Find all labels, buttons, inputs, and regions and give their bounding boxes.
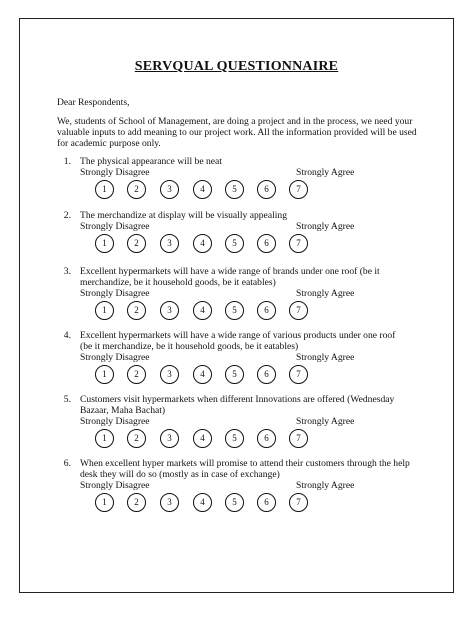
question-5	[57, 394, 437, 453]
rating-option-4[interactable]: 4	[193, 365, 212, 384]
question-text-row	[57, 210, 437, 221]
question-text-row	[57, 458, 437, 480]
question-text: The merchandize at display will be visually appealing	[80, 210, 287, 221]
question-text: Excellent hypermarkets will have a wide range of brands under one roof (be it merchandize, be it household goods, be it eatables)	[80, 266, 380, 288]
scale-anchors	[80, 221, 437, 232]
rating-scale	[57, 365, 437, 389]
rating-option-7[interactable]: 7	[289, 301, 308, 320]
rating-option-3[interactable]: 3	[160, 301, 179, 320]
rating-option-7[interactable]: 7	[289, 493, 308, 512]
rating-option-4[interactable]: 4	[193, 301, 212, 320]
scale-anchors	[80, 288, 437, 299]
rating-option-3[interactable]: 3	[160, 365, 179, 384]
strongly-agree-label: Strongly Agree	[296, 416, 355, 427]
rating-option-6[interactable]: 6	[257, 301, 276, 320]
rating-option-5[interactable]: 5	[225, 493, 244, 512]
rating-option-6[interactable]: 6	[257, 180, 276, 199]
rating-option-3[interactable]: 3	[160, 180, 179, 199]
rating-option-7[interactable]: 7	[289, 234, 308, 253]
question-6	[57, 458, 437, 517]
rating-option-7[interactable]: 7	[289, 180, 308, 199]
question-number: 2.	[63, 210, 71, 221]
rating-option-3[interactable]: 3	[160, 234, 179, 253]
rating-option-2[interactable]: 2	[127, 301, 146, 320]
question-text: Customers visit hypermarkets when different Innovations are offered (Wednesday Bazaar, Maha Bachat)	[80, 394, 395, 416]
strongly-agree-label: Strongly Agree	[296, 480, 355, 491]
rating-option-1[interactable]: 1	[95, 234, 114, 253]
rating-option-4[interactable]: 4	[193, 234, 212, 253]
rating-option-2[interactable]: 2	[127, 365, 146, 384]
question-text: The physical appearance will be neat	[80, 156, 222, 167]
rating-option-5[interactable]: 5	[225, 180, 244, 199]
rating-option-1[interactable]: 1	[95, 493, 114, 512]
strongly-disagree-label: Strongly Disagree	[80, 416, 150, 427]
question-1	[57, 156, 437, 204]
rating-option-7[interactable]: 7	[289, 429, 308, 448]
strongly-agree-label: Strongly Agree	[296, 352, 355, 363]
rating-option-6[interactable]: 6	[257, 365, 276, 384]
question-number: 6.	[63, 458, 71, 469]
rating-option-5[interactable]: 5	[225, 429, 244, 448]
questionnaire-page	[19, 18, 454, 593]
rating-option-6[interactable]: 6	[257, 429, 276, 448]
rating-scale	[57, 429, 437, 453]
rating-scale	[57, 301, 437, 325]
rating-option-4[interactable]: 4	[193, 429, 212, 448]
rating-option-5[interactable]: 5	[225, 365, 244, 384]
rating-option-1[interactable]: 1	[95, 301, 114, 320]
question-number: 5.	[63, 394, 71, 405]
rating-option-2[interactable]: 2	[127, 493, 146, 512]
scale-anchors	[80, 480, 437, 491]
rating-option-1[interactable]: 1	[95, 180, 114, 199]
strongly-disagree-label: Strongly Disagree	[80, 221, 150, 232]
question-2	[57, 210, 437, 258]
rating-option-3[interactable]: 3	[160, 429, 179, 448]
scale-anchors	[80, 167, 437, 178]
page-title: SERVQUAL QUESTIONNAIRE	[134, 59, 339, 74]
question-text: Excellent hypermarkets will have a wide range of various products under one roof (be it merchandize, be it household goods, be it eatables)	[80, 330, 396, 352]
question-text-row	[57, 394, 437, 416]
question-4	[57, 330, 437, 389]
question-number: 3.	[63, 266, 71, 277]
rating-option-5[interactable]: 5	[225, 234, 244, 253]
rating-option-1[interactable]: 1	[95, 365, 114, 384]
rating-option-2[interactable]: 2	[127, 234, 146, 253]
question-3	[57, 266, 437, 325]
rating-option-2[interactable]: 2	[127, 429, 146, 448]
rating-option-4[interactable]: 4	[193, 493, 212, 512]
question-text: When excellent hyper markets will promise to attend their customers through the help desk they will do so (mostly as in case of exchange)	[80, 458, 410, 480]
question-number: 4.	[63, 330, 71, 341]
rating-option-6[interactable]: 6	[257, 493, 276, 512]
rating-option-7[interactable]: 7	[289, 365, 308, 384]
rating-option-5[interactable]: 5	[225, 301, 244, 320]
scale-anchors	[80, 416, 437, 427]
rating-option-2[interactable]: 2	[127, 180, 146, 199]
question-number: 1.	[63, 156, 71, 167]
rating-option-6[interactable]: 6	[257, 234, 276, 253]
greeting: Dear Respondents,	[57, 97, 130, 108]
rating-scale	[57, 493, 437, 517]
strongly-agree-label: Strongly Agree	[296, 288, 355, 299]
strongly-disagree-label: Strongly Disagree	[80, 167, 150, 178]
strongly-agree-label: Strongly Agree	[296, 167, 355, 178]
question-text-row	[57, 156, 437, 167]
question-text-row	[57, 266, 437, 288]
scale-anchors	[80, 352, 437, 363]
rating-option-4[interactable]: 4	[193, 180, 212, 199]
strongly-agree-label: Strongly Agree	[296, 221, 355, 232]
question-text-row	[57, 330, 437, 352]
strongly-disagree-label: Strongly Disagree	[80, 480, 150, 491]
rating-option-1[interactable]: 1	[95, 429, 114, 448]
rating-scale	[57, 180, 437, 204]
strongly-disagree-label: Strongly Disagree	[80, 288, 150, 299]
strongly-disagree-label: Strongly Disagree	[80, 352, 150, 363]
rating-option-3[interactable]: 3	[160, 493, 179, 512]
intro-paragraph: We, students of School of Management, are doing a project and in the process, we need your valuable inputs to add meaning to our project work. All the information provided will be used for academic purpose only.	[57, 116, 417, 149]
rating-scale	[57, 234, 437, 258]
